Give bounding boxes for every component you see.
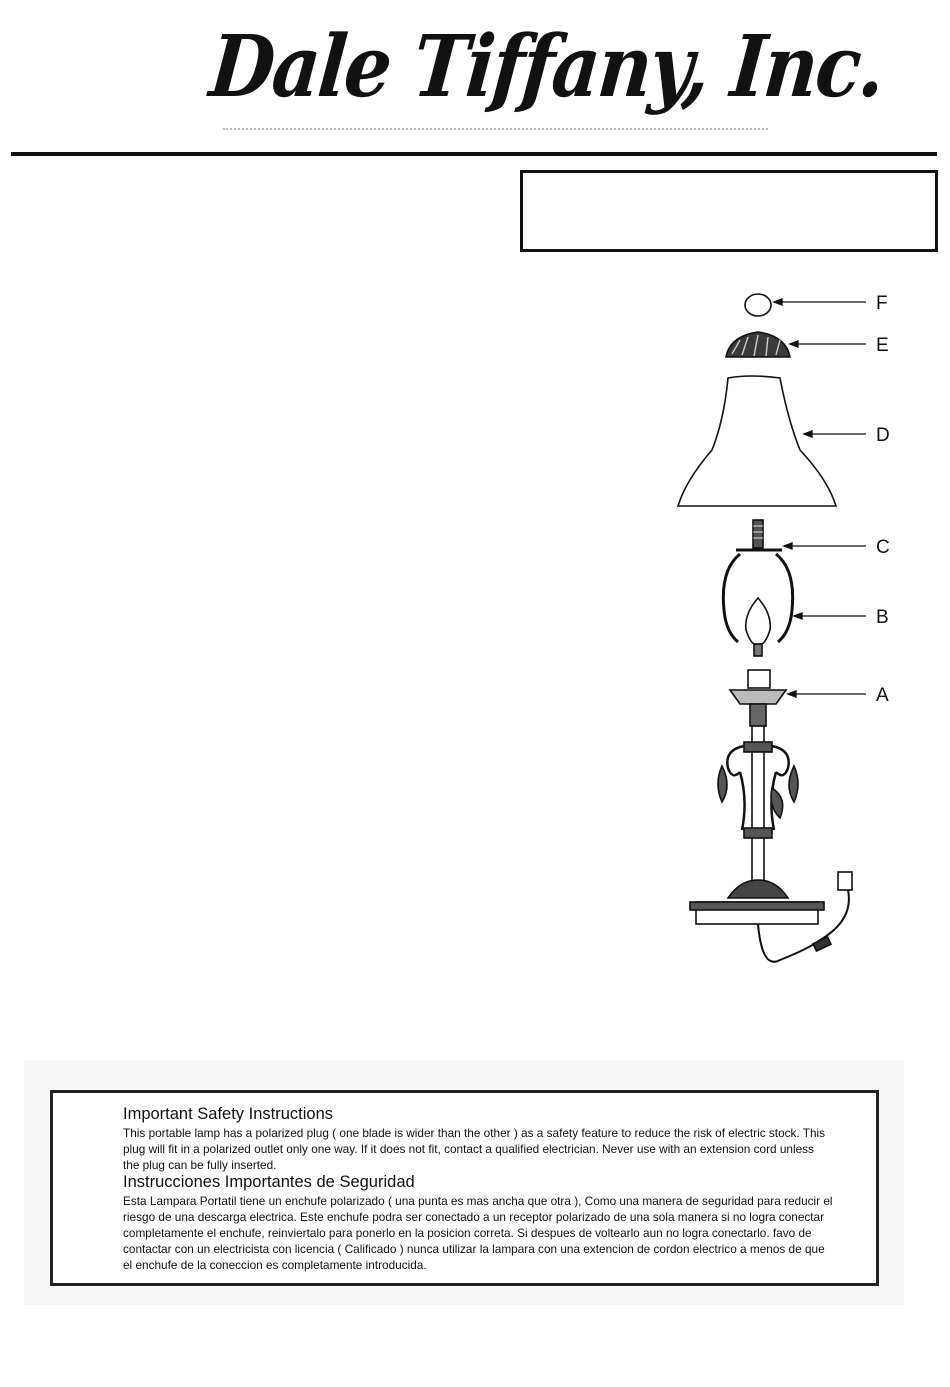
lamp-parts-diagram <box>670 280 910 980</box>
logo-text: Dale Tiffany, Inc. <box>205 18 888 117</box>
safety-instructions-box <box>50 1090 879 1286</box>
label-c: C <box>876 537 890 558</box>
safety-heading-es: Instrucciones Importantes de Seguridad <box>123 1173 415 1191</box>
model-number-box <box>520 170 938 252</box>
safety-heading-en: Important Safety Instructions <box>123 1105 334 1123</box>
header-rule <box>11 152 937 156</box>
label-e: E <box>876 335 889 356</box>
company-logo <box>205 18 888 133</box>
socket-part <box>748 670 770 688</box>
safety-body-en: This portable lamp has a polarized plug ( one blade is wider than the other ) as a safety feature to reduce the risk of electric stock. This plug will fit in a polarized outlet only one way. If it does not fit, contact a qualified electrician. Never use with an extension cord unless the plug can be fully inserted. <box>123 1126 826 1172</box>
safety-body-es: Esta Lampara Portatil tiene un enchufe polarizado ( una punta es mas ancha que otra ), Como una manera de seguridad para reducir el riesgo de una descarga electrica. Este enchufe podra ser conectado a un receptor polarizado de una sola manera si no logra conectar completamente el enchufe, reinviertalo para ponerlo en la posicion correta. Si despues de voltearlo aun no logra conectarlo. favo de contactar con un electricista con licencia ( Calificado ) nunca utilizar la lampara con una extencion de cordon electrico a menos de que el enchufe de la coneccion es completamente introducida. <box>123 1194 833 1272</box>
finial-part <box>745 294 771 316</box>
label-f: F <box>876 293 888 314</box>
harp-rod-part <box>753 520 763 548</box>
label-b: B <box>876 607 889 628</box>
shade-part <box>678 376 836 506</box>
label-d: D <box>876 425 890 446</box>
logo-underline <box>223 128 768 136</box>
power-cord <box>758 890 849 962</box>
bulb-part <box>746 598 771 644</box>
label-a: A <box>876 685 889 706</box>
